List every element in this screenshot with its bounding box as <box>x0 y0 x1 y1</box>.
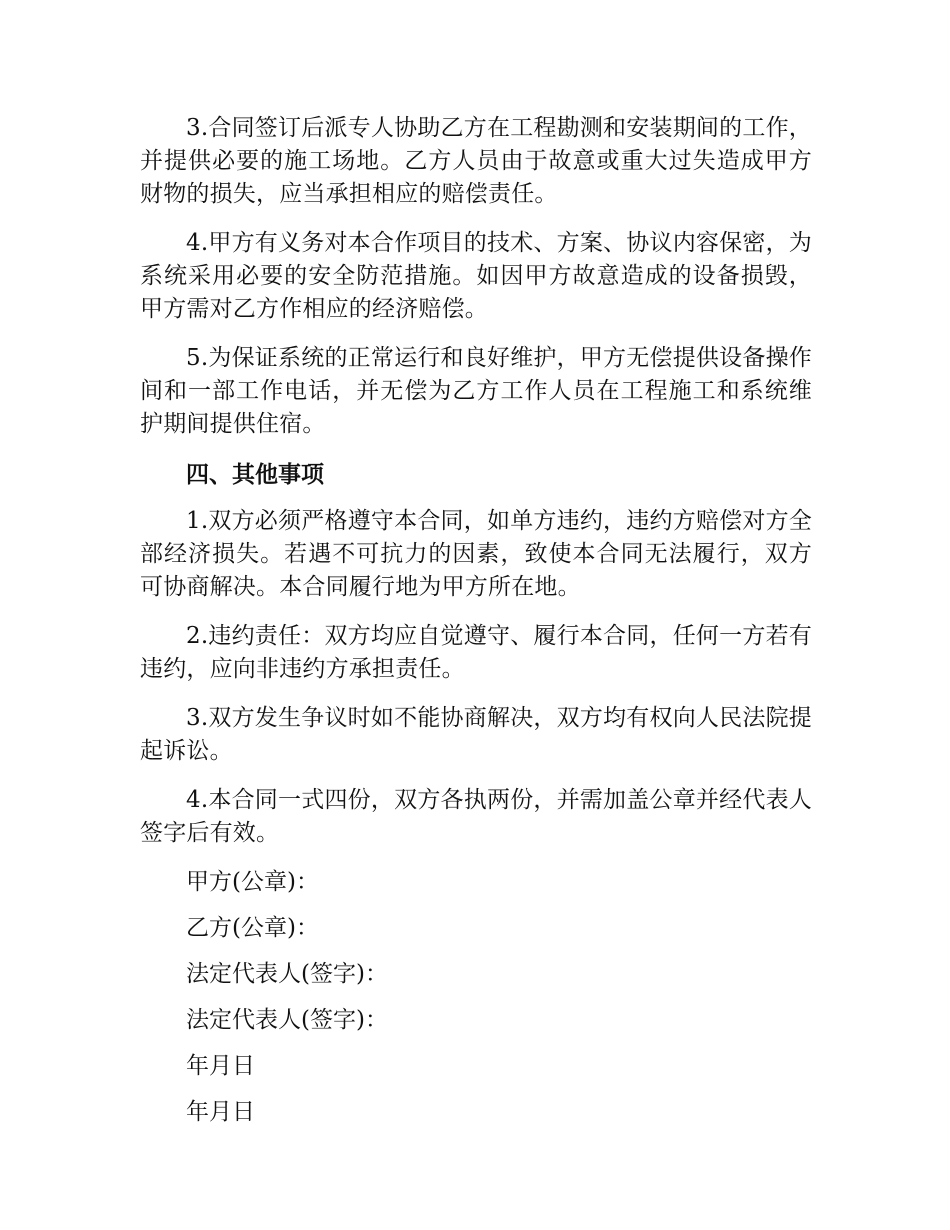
clause-4-1: 1.双方必须严格遵守本合同，如单方违约，违约方赔偿对方全部经济损失。若遇不可抗力的因素，致使本合同无法履行，双方可协商解决。本合同履行地为甲方所在地。 <box>140 508 812 600</box>
date-line-b: 年月日 <box>186 1099 255 1125</box>
clause-4-4: 4.本合同一式四份，双方各执两份，并需加盖公章并经代表人签字后有效。 <box>140 787 812 846</box>
legal-rep-b-signature-line: 法定代表人(签字)： <box>186 1007 388 1033</box>
clause-3-3: 3.合同签订后派专人协助乙方在工程勘测和安装期间的工作，并提供必要的施工场地。乙方人员由于故意或重大过失造成甲方财物的损失，应当承担相应的赔偿责任。 <box>140 115 812 207</box>
party-b-seal-line: 乙方(公章)： <box>186 915 319 941</box>
party-a-seal-line: 甲方(公章)： <box>186 869 319 895</box>
clause-3-4: 4.甲方有义务对本合作项目的技术、方案、协议内容保密，为系统采用必要的安全防范措施。如因甲方故意造成的设备损毁，甲方需对乙方作相应的经济赔偿。 <box>140 230 812 322</box>
date-line-a: 年月日 <box>186 1053 255 1079</box>
clause-4-3: 3.双方发生争议时如不能协商解决，双方均有权向人民法院提起诉讼。 <box>140 705 812 764</box>
legal-rep-a-signature-line: 法定代表人(签字)： <box>186 961 388 987</box>
section-heading-other-matters: 四、其他事项 <box>186 462 324 488</box>
clause-3-5: 5.为保证系统的正常运行和良好维护，甲方无偿提供设备操作间和一部工作电话，并无偿为乙方工作人员在工程施工和系统维护期间提供住宿。 <box>140 345 812 437</box>
clause-4-2: 2.违约责任：双方均应自觉遵守、履行本合同，任何一方若有违约，应向非违约方承担责任。 <box>140 623 812 682</box>
document-body <box>140 112 812 1142</box>
